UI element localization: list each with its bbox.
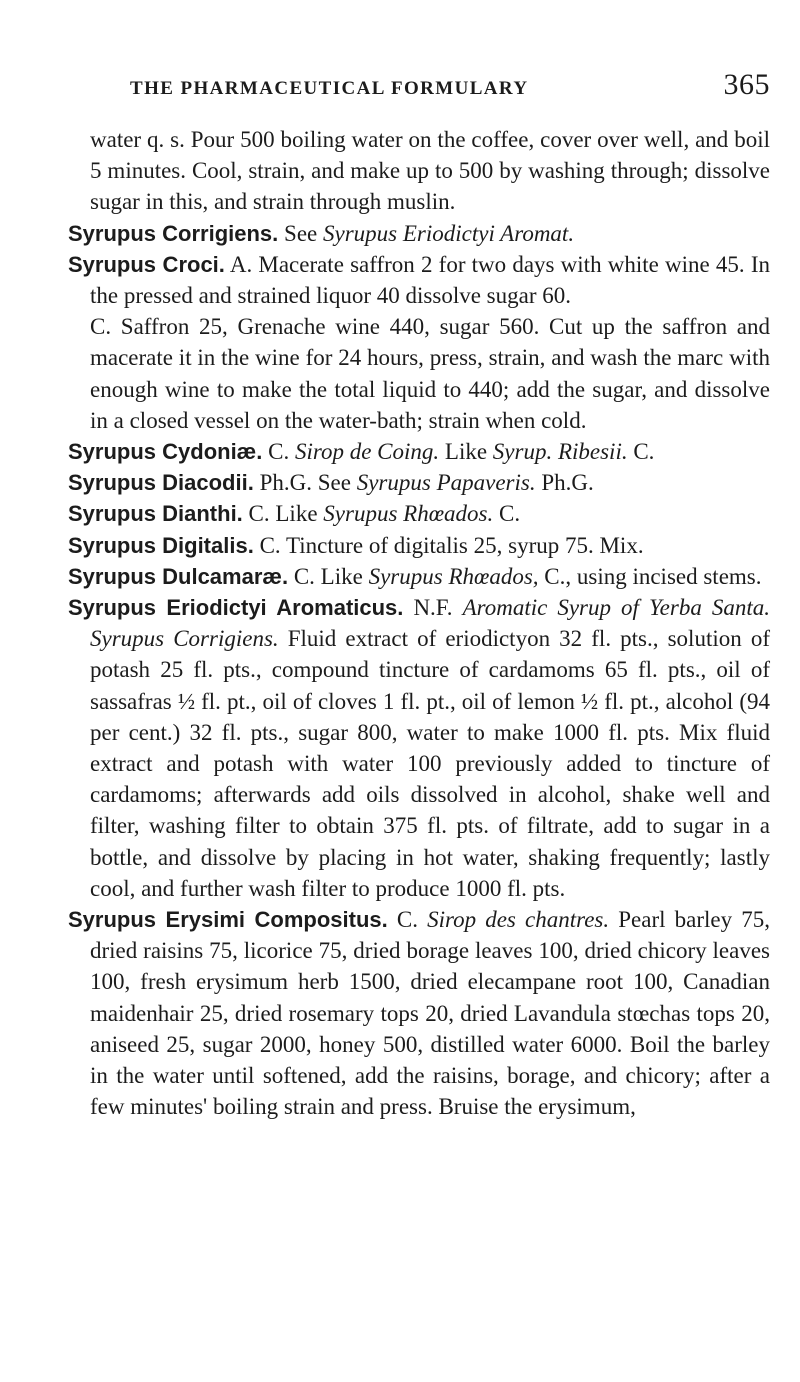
entry-syrupus-digitalis: Syrupus Digitalis. C. Tincture of digitalis 25, syrup 75. Mix. <box>68 532 644 558</box>
page-number: 365 <box>723 68 770 101</box>
page-header <box>130 62 770 110</box>
entry-syrupus-croci-formula-c: C. Saffron 25, Grenache wine 440, sugar 560. Cut up the saffron and macerate it in the wine for 24 hours, press, strain, and wash the marc with enough wine to make the total liquid to 440; add the sugar, and dissolve in a closed vessel on the water-bath; strain when cold. <box>90 314 770 433</box>
entry-heading: Syrupus Corrigiens. <box>68 220 279 246</box>
entry-syrupus-cydoniae: Syrupus Cydoniæ. C. Sirop de Coing. Like Syrup. Ribesii. C. <box>68 439 655 465</box>
entry-heading: Syrupus Diacodii. <box>68 470 254 496</box>
entry-heading: Syrupus Eriodictyi Aromaticus. <box>68 595 404 621</box>
entry-syrupus-corrigiens: Syrupus Corrigiens. See Syrupus Eriodictyi Aromat. <box>68 220 575 246</box>
entry-syrupus-dianthi: Syrupus Dianthi. C. Like Syrupus Rhœados. C. <box>68 501 521 527</box>
entry-heading: Syrupus Digitalis. <box>68 532 254 558</box>
entry-heading: Syrupus Croci. <box>68 251 225 277</box>
formulary-text <box>68 124 770 1123</box>
entry-syrupus-erysimi: Syrupus Erysimi Compositus. C. Sirop des chantres. Pearl barley 75, dried raisins 75, licorice 75, dried borage leaves 100, dried chicory leaves 100, fresh erysimum herb 1500, dried elecampane root 100, Canadian maidenhair 25, dried rosemary tops 20, dried Lavandula stœchas tops 20, aniseed 25, sugar 2000, honey 500, distilled water 6000. Boil the barley in the water until softened, add the raisins, borage, and chicory; after a few minutes' boiling strain and press. Bruise the erysimum, <box>68 907 770 1120</box>
entry-heading: Syrupus Dianthi. <box>68 501 243 527</box>
entry-heading: Syrupus Erysimi Compositus. <box>68 907 388 933</box>
entry-syrupus-croci: Syrupus Croci. A. Macerate saffron 2 for two days with white wine 45. In the pressed and strained liquor 40 dissolve sugar 60. <box>68 251 770 309</box>
running-title: THE PHARMACEUTICAL FORMULARY <box>130 78 529 99</box>
entry-coffee-continuation: water q. s. Pour 500 boiling water on the coffee, cover over well, and boil 5 minutes. Cool, strain, and make up to 500 by washing through; dissolve sugar in this, and strain through muslin. <box>90 127 770 215</box>
entry-syrupus-diacodii: Syrupus Diacodii. Ph.G. See Syrupus Papaveris. Ph.G. <box>68 470 594 496</box>
entry-heading: Syrupus Cydoniæ. <box>68 439 263 465</box>
entry-heading: Syrupus Dulcamaræ. <box>68 563 289 589</box>
entry-syrupus-dulcamarae: Syrupus Dulcamaræ. C. Like Syrupus Rhœados, C., using incised stems. <box>68 563 762 589</box>
entry-syrupus-eriodictyi: Syrupus Eriodictyi Aromaticus. N.F. Aromatic Syrup of Yerba Santa. Syrupus Corrigiens. Fluid extract of eriodictyon 32 fl. pts., solution of potash 25 fl. pts., compound tincture of cardamoms 65 fl. pts., oil of sassafras ½ fl. pt., oil of cloves 1 fl. pt., oil of lemon ½ fl. pt., alcohol (94 per cent.) 32 fl. pts., sugar 800, water to make 1000 fl. pts. Mix fluid extract and potash with water 100 previously added to tincture of cardamoms; afterwards add oils dissolved in alcohol, shake well and filter, washing filter to obtain 375 fl. pts. of filtrate, add to sugar in a bottle, and dissolve by placing in hot water, shaking frequently; lastly cool, and further wash filter to produce 1000 fl. pts. <box>68 595 771 901</box>
